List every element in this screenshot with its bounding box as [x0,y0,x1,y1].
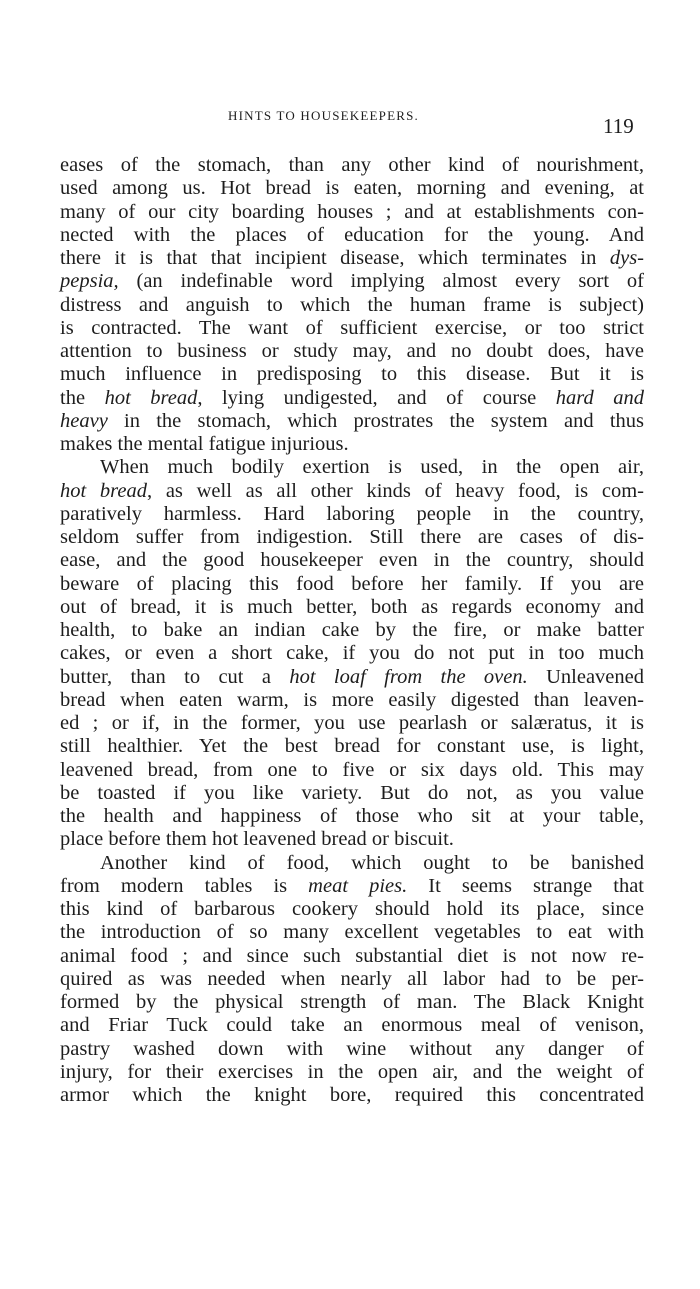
text-segment: paratively harmless. Hard laboring people in the country, [60,502,644,525]
text-segment: quired as was needed when nearly all labor had to be per- [60,967,644,990]
italic-text: meat pies. [308,874,408,897]
text-segment: the health and happiness of those who sit at your table, [60,805,644,827]
text-line [60,712,644,735]
text-line [60,666,644,689]
text-line [60,573,644,596]
text-segment: formed by the physical strength of man. The Black Knight [60,991,644,1013]
text-segment: out of bread, it is much better, both as regards economy and [60,595,644,618]
text-segment: eases of the stomach, than any other kind of nourishment, [60,154,644,176]
text-line [60,968,644,991]
text-segment: cakes, or even a short cake, if you do not put in too much [60,642,644,665]
text-segment: , lying undigested, and of course [197,386,556,409]
text-line [60,759,644,782]
text-line [60,828,644,851]
text-line [60,201,644,224]
text-segment: much influence in predisposing to this disease. But it is [60,363,644,386]
text-segment: seldom suffer from indigestion. Still there are cases of dis- [60,526,644,548]
text-segment: injury, for their exercises in the open air, and the weight of [60,1060,644,1083]
text-line [60,1014,644,1037]
italic-text: heavy [60,409,108,432]
text-segment: bread when eaten warm, is more easily digested than leaven- [60,688,644,711]
text-line [60,410,644,433]
text-line [60,456,644,479]
italic-text: pepsia, [60,270,119,293]
text-line [60,224,644,247]
text-segment: pastry washed down with wine without any danger of [60,1037,644,1060]
text-line [60,782,644,805]
text-segment: Another kind of food, which ought to be banished [100,851,644,874]
text-line [60,387,644,410]
text-line [60,991,644,1014]
text-segment: in the stomach, which prostrates the system and thus [107,409,644,432]
text-line [60,689,644,712]
text-segment: armor which the knight bore, required this concentrated [60,1084,644,1106]
text-line [60,480,644,503]
italic-text: hard and [555,386,645,409]
text-segment: ed ; or if, in the former, you use pearlash or salæratus, it is [60,712,644,734]
text-line [60,945,644,968]
text-segment: , as well as all other kinds of heavy food, is com- [146,479,644,502]
text-line [60,1038,644,1061]
text-line [60,270,644,293]
text-line [60,317,644,340]
text-line [60,735,644,758]
text-segment: there it is that that incipient disease, which terminates in [60,247,610,269]
text-line [60,1084,644,1107]
text-segment: When much bodily exertion is used, in the open air, [100,456,644,479]
text-line [60,596,644,619]
text-segment: be toasted if you like variety. But do not, as you value [60,781,644,804]
italic-text: hot bread [60,479,147,502]
text-segment: animal food ; and since such substantial diet is not now re- [60,944,644,967]
text-segment: health, to bake an indian cake by the fire, or make batter [60,619,644,641]
body-text [60,154,644,1107]
text-segment: makes the mental fatigue injurious. [60,433,349,455]
text-segment: used among us. Hot bread is eaten, morning and evening, at [60,177,644,200]
text-segment: beware of placing this food before her family. If you are [60,572,644,595]
text-line [60,340,644,363]
text-line [60,363,644,386]
text-segment: many of our city boarding houses ; and at establishments con- [60,200,644,223]
text-line [60,1061,644,1084]
italic-text: hot loaf from the oven. [289,665,528,688]
text-line [60,921,644,944]
text-segment: the introduction of so many excellent vegetables to eat with [60,921,644,944]
text-line [60,898,644,921]
text-line [60,619,644,642]
text-segment: butter, than to cut a [60,665,290,688]
text-line [60,154,644,177]
text-segment: is contracted. The want of sufficient exercise, or too strict [60,316,644,339]
text-segment: place before them hot leavened bread or biscuit. [60,828,454,851]
text-line [60,875,644,898]
text-line [60,549,644,572]
text-segment: the [60,386,105,409]
running-head: HINTS TO HOUSEKEEPERS. [228,108,419,123]
text-segment: (an indefinable word implying almost every sort of [118,270,644,293]
text-line [60,526,644,549]
text-line [60,852,644,875]
text-line [60,177,644,200]
text-segment: still healthier. Yet the best bread for constant use, is light, [60,735,644,758]
text-line [60,503,644,526]
text-segment: leavened bread, from one to five or six days old. This may [60,758,644,781]
text-segment: nected with the places of education for the young. And [60,223,644,246]
page-number: 119 [603,114,634,138]
text-segment: and Friar Tuck could take an enormous meal of venison, [60,1014,644,1037]
text-segment: this kind of barbarous cookery should hold its place, since [60,898,644,920]
text-segment: It seems strange that [407,874,645,897]
text-segment: from modern tables is [60,874,309,897]
text-segment: Unleavened [527,665,644,688]
text-line [60,294,644,317]
text-line [60,433,644,456]
italic-text: dys- [609,247,644,269]
text-line [60,247,644,270]
text-line [60,805,644,828]
text-line [60,642,644,665]
text-segment: distress and anguish to which the human frame is subject) [60,293,644,316]
text-segment: ease, and the good housekeeper even in the country, should [60,549,644,572]
text-segment: attention to business or study may, and no doubt does, have [60,340,644,362]
italic-text: hot bread [104,386,198,409]
